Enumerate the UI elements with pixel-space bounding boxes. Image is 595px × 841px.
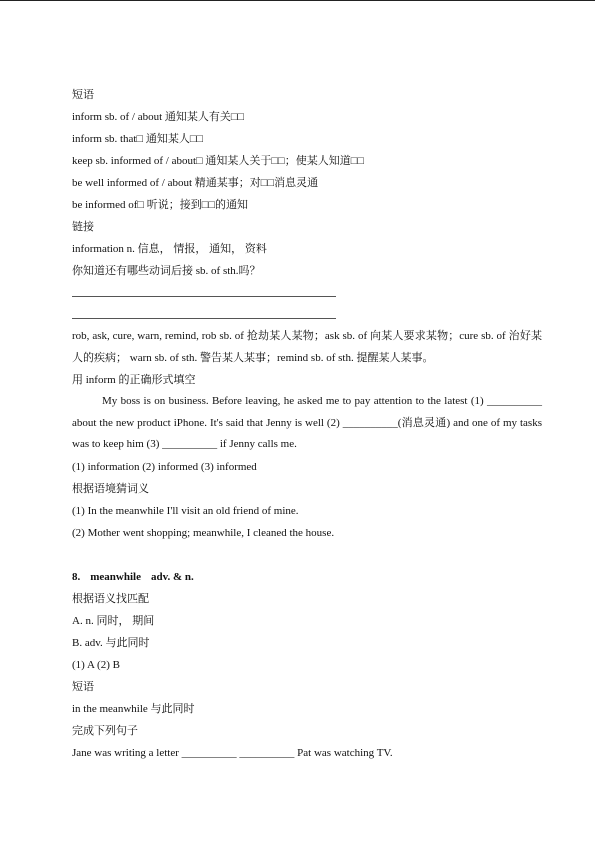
answer-blank-line bbox=[72, 304, 542, 326]
exercise-title: 用 inform 的正确形式填空 bbox=[72, 374, 196, 386]
section-number: 8. bbox=[72, 570, 81, 583]
meanwhile-block bbox=[72, 588, 542, 764]
section-heading bbox=[72, 566, 542, 588]
section-pos: adv. & n. bbox=[150, 570, 194, 583]
text-line: 链接 bbox=[72, 221, 94, 233]
document-body bbox=[72, 84, 542, 764]
phrases-block bbox=[72, 84, 542, 282]
text-line: Jane was writing a letter __________ __________ Pat was watching TV. bbox=[72, 746, 393, 759]
spacer bbox=[72, 544, 542, 566]
text-line: 短语 bbox=[72, 680, 94, 693]
section-word: meanwhile bbox=[90, 570, 141, 583]
text-line: (1) In the meanwhile I'll visit an old friend of mine. bbox=[72, 504, 299, 517]
text-line: 根据语境猜词义 bbox=[72, 482, 149, 495]
text-line: information n. 信息， 情报， 通知， 资料 bbox=[72, 243, 267, 255]
text-line: (1) information (2) informed (3) informed bbox=[72, 460, 257, 473]
text-line: be well informed of / about 精通某事；对□□消息灵通 bbox=[72, 177, 319, 189]
text-line: 你知道还有哪些动词后接 sb. of sth.吗？ bbox=[72, 265, 261, 277]
text-line: inform sb. of / about 通知某人有关□□ bbox=[72, 111, 245, 123]
text-line: in the meanwhile 与此同时 bbox=[72, 702, 195, 715]
text-line: 短语 bbox=[72, 89, 94, 101]
text-line: be informed of□ 听说；接到□□的通知 bbox=[72, 199, 249, 211]
text-line: (1) A (2) B bbox=[72, 658, 120, 671]
answers-block bbox=[72, 456, 542, 544]
text-line: B. adv. 与此同时 bbox=[72, 636, 150, 649]
page-top-rule bbox=[0, 0, 595, 1]
text-line: inform sb. that□ 通知某人□□ bbox=[72, 133, 204, 145]
answer-blank-line bbox=[72, 282, 542, 304]
text-line: 完成下列句子 bbox=[72, 724, 138, 737]
exercise-paragraph: My boss is on business. Before leaving, he asked me to pay attention to the latest (1) __________ about the new product iPhone. It's said that Jenny is well (2) __________(消息灵通) and one of my tasks was to keep him (3) __________ if Jenny calls me. bbox=[72, 395, 542, 450]
text-line: keep sb. informed of / about□ 通知某人关于□□；使某人知道□□ bbox=[72, 155, 364, 167]
verbs-paragraph: rob, ask, cure, warn, remind, rob sb. of 抢劫某人某物；ask sb. of 向某人要求某物；cure sb. of 治好某人的疾病； warn sb. of sth. 警告某人某事；remind sb. of sth. 提醒某人某事。 bbox=[72, 330, 542, 364]
text-line: (2) Mother went shopping; meanwhile, I cleaned the house. bbox=[72, 526, 335, 539]
text-line: 根据语义找匹配 bbox=[72, 592, 149, 605]
text-line: A. n. 同时， 期间 bbox=[72, 614, 155, 627]
